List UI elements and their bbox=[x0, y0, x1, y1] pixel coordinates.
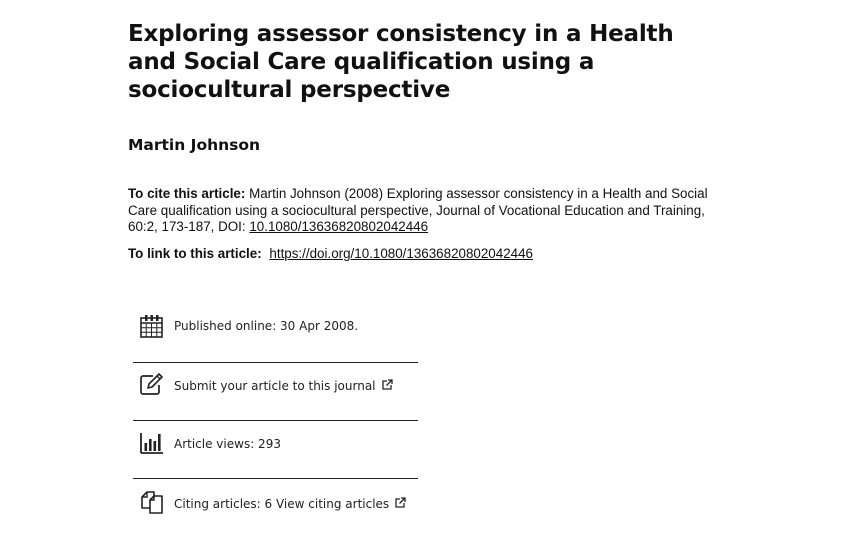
article-views-row bbox=[133, 421, 418, 479]
submit-article-label[interactable]: Submit your article to this journal bbox=[174, 379, 376, 393]
published-online-row bbox=[133, 305, 418, 363]
submit-article-row[interactable] bbox=[133, 363, 418, 421]
bar-chart-icon bbox=[139, 430, 165, 456]
citation-label: To cite this article: bbox=[128, 186, 246, 201]
published-online-text: Published online: 30 Apr 2008. bbox=[174, 319, 359, 333]
article-link-block bbox=[128, 246, 728, 263]
article-info-list bbox=[133, 305, 418, 536]
citing-articles-row[interactable] bbox=[133, 479, 418, 536]
citation-block bbox=[128, 186, 718, 236]
calendar-icon bbox=[139, 313, 165, 339]
citing-articles-link[interactable] bbox=[174, 497, 406, 511]
copy-documents-icon bbox=[139, 488, 165, 514]
article-link-label: To link to this article: bbox=[128, 246, 262, 261]
article-views-text: Article views: 293 bbox=[174, 437, 281, 451]
citation-text: Martin Johnson (2008) Exploring assessor consistency in a Health and Social Care qualification using a sociocultural perspective, Journal of Vocational Education and Training, 60:2, 173-187, DOI: bbox=[128, 186, 708, 234]
article-title: Exploring assessor consistency in a Health and Social Care qualification using a sociocultural perspective bbox=[128, 21, 674, 103]
edit-icon bbox=[139, 372, 165, 398]
submit-article-link[interactable] bbox=[174, 379, 393, 393]
citing-articles-label[interactable]: Citing articles: 6 View citing articles bbox=[174, 497, 390, 511]
article-author: Martin Johnson bbox=[128, 136, 261, 154]
external-link-icon bbox=[394, 497, 406, 509]
external-link-icon bbox=[381, 379, 393, 391]
citation-doi-link[interactable]: 10.1080/13636820802042446 bbox=[249, 219, 429, 234]
article-doi-url-link[interactable]: https://doi.org/10.1080/13636820802042446 bbox=[269, 246, 533, 261]
